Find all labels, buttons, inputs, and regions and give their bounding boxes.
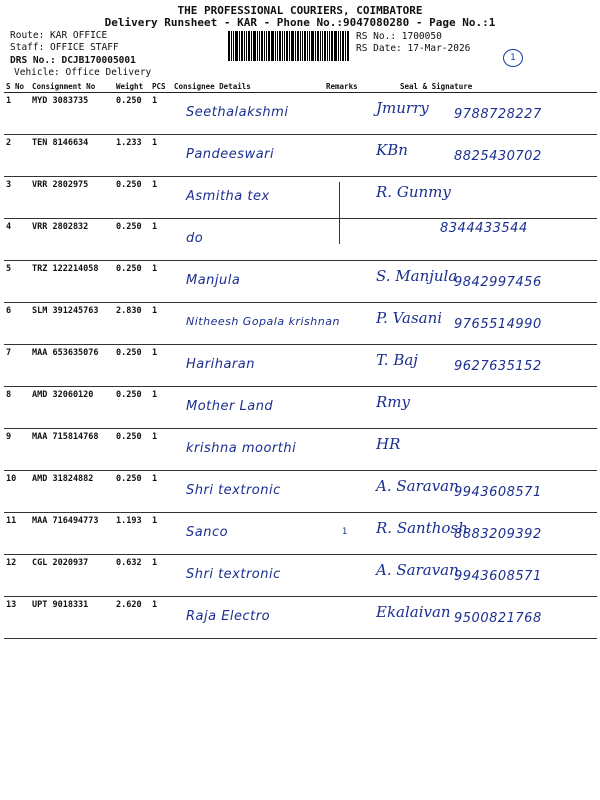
cell-sno: 13 (4, 597, 30, 639)
cell-consignment: SLM 391245763 (30, 303, 114, 345)
phone-handwriting: 9943608571 (454, 569, 542, 584)
consignee-handwriting: Seethalakshmi (186, 105, 289, 120)
cell-weight: 2.620 (114, 597, 150, 639)
cell-signature (370, 597, 597, 639)
cell-consignment: VRR 2802832 (30, 219, 114, 261)
cell-consignee (172, 597, 324, 639)
cell-consignee (172, 471, 324, 513)
cell-weight: 2.830 (114, 303, 150, 345)
cell-consignment: TRZ 122214058 (30, 261, 114, 303)
phone-handwriting: 9765514990 (454, 317, 542, 332)
cell-pcs: 1 (150, 597, 172, 639)
signature-handwriting: P. Vasani (376, 309, 443, 327)
cell-sno: 2 (4, 135, 30, 177)
signature-handwriting: A. Saravan (376, 477, 459, 495)
phone-handwriting: 9788728227 (454, 107, 542, 122)
cell-remarks (324, 513, 370, 555)
cell-consignee (172, 387, 324, 429)
cell-consignee (172, 513, 324, 555)
cell-pcs: 1 (150, 429, 172, 471)
signature-handwriting: S. Manjula (376, 267, 458, 285)
staff-label: Staff: OFFICE STAFF (10, 42, 119, 53)
cell-pcs: 1 (150, 387, 172, 429)
consignee-handwriting: Raja Electro (186, 609, 271, 624)
cell-remarks (324, 429, 370, 471)
route-label: Route: KAR OFFICE (10, 30, 108, 41)
rs-date: RS Date: 17-Mar-2026 (356, 43, 471, 54)
cell-pcs: 1 (150, 513, 172, 555)
phone-handwriting: 8883209392 (454, 527, 542, 542)
cell-consignment: MAA 715814768 (30, 429, 114, 471)
cell-remarks (324, 303, 370, 345)
cell-consignee (172, 135, 324, 177)
consignee-handwriting: Asmitha tex (186, 189, 270, 204)
table-header-row (4, 80, 597, 93)
cell-signature (370, 555, 597, 597)
signature-handwriting: HR (376, 435, 401, 453)
consignee-handwriting: Nitheesh Gopala krishnan (186, 315, 340, 328)
cell-consignment: MAA 653635076 (30, 345, 114, 387)
cell-signature (370, 93, 597, 135)
phone-handwriting: 8344433544 (440, 221, 528, 236)
cell-signature (370, 261, 597, 303)
cell-remarks (324, 345, 370, 387)
cell-signature (370, 219, 597, 261)
table-row (4, 387, 597, 429)
cell-sno: 8 (4, 387, 30, 429)
cell-pcs: 1 (150, 471, 172, 513)
table-row (4, 471, 597, 513)
consignee-handwriting: krishna moorthi (186, 441, 297, 456)
col-pcs: PCS (150, 80, 172, 93)
cell-pcs: 1 (150, 93, 172, 135)
cell-remarks (324, 471, 370, 513)
cell-sno: 9 (4, 429, 30, 471)
cell-signature (370, 303, 597, 345)
cell-consignee (172, 429, 324, 471)
cell-signature (370, 471, 597, 513)
signature-handwriting: R. Santhosh (376, 519, 468, 537)
col-consignee: Consignee Details (172, 80, 324, 93)
cell-sno: 3 (4, 177, 30, 219)
col-sno: S No (4, 80, 30, 93)
cell-weight: 0.250 (114, 471, 150, 513)
consignee-handwriting: do (186, 231, 204, 246)
cell-weight: 0.250 (114, 429, 150, 471)
consignee-handwriting: Manjula (186, 273, 241, 288)
cell-consignment: CGL 2020937 (30, 555, 114, 597)
cell-consignment: UPT 9018331 (30, 597, 114, 639)
vehicle-label: Vehicle: Office Delivery (14, 67, 152, 78)
cell-weight: 0.250 (114, 387, 150, 429)
table-row (4, 177, 597, 219)
cell-sno: 5 (4, 261, 30, 303)
cell-consignee (172, 261, 324, 303)
cell-sno: 7 (4, 345, 30, 387)
table-row (4, 513, 597, 555)
cell-remarks (324, 387, 370, 429)
drs-number: DRS No.: DCJB170005001 (10, 55, 136, 66)
cell-sno: 6 (4, 303, 30, 345)
cell-consignee (172, 555, 324, 597)
cell-pcs: 1 (150, 555, 172, 597)
runsheet-subtitle: Delivery Runsheet - KAR - Phone No.:9047080280 - Page No.:1 (104, 16, 496, 29)
table-row (4, 261, 597, 303)
cell-signature (370, 429, 597, 471)
cell-weight: 0.250 (114, 261, 150, 303)
signature-handwriting: R. Gunmy (376, 183, 451, 201)
cell-remarks (324, 597, 370, 639)
phone-handwriting: 9500821768 (454, 611, 542, 626)
col-consignment: Consignment No (30, 80, 114, 93)
cell-weight: 0.250 (114, 177, 150, 219)
cell-consignee (172, 303, 340, 345)
table-row (4, 135, 597, 177)
signature-handwriting: KBn (376, 141, 408, 159)
cell-pcs: 1 (150, 345, 172, 387)
cell-consignment: AMD 31824882 (30, 471, 114, 513)
cell-weight: 1.193 (114, 513, 150, 555)
runsheet-title: THE PROFESSIONAL COURIERS, COIMBATORE (177, 4, 423, 17)
bracket-mark (339, 182, 348, 244)
cell-signature (370, 135, 597, 177)
cell-consignee (172, 93, 324, 135)
cell-remarks (324, 135, 370, 177)
cell-consignment: AMD 32060120 (30, 387, 114, 429)
cell-consignment: MYD 3083735 (30, 93, 114, 135)
col-remarks: Remarks (324, 80, 370, 93)
cell-pcs: 1 (150, 135, 172, 177)
table-row (4, 345, 597, 387)
cell-pcs: 1 (150, 303, 172, 345)
table-row (4, 555, 597, 597)
col-signature: Seal & Signature (370, 80, 597, 93)
consignee-handwriting: Mother Land (186, 399, 274, 414)
table-row (4, 303, 597, 345)
cell-weight: 1.233 (114, 135, 150, 177)
rs-number: RS No.: 1700050 (356, 31, 442, 42)
cell-signature (370, 345, 597, 387)
phone-handwriting: 9627635152 (454, 359, 542, 374)
cell-consignment: MAA 716494773 (30, 513, 114, 555)
col-weight: Weight (114, 80, 150, 93)
circled-page-mark: 1 (503, 49, 523, 67)
runsheet-table (4, 80, 597, 639)
cell-sno: 12 (4, 555, 30, 597)
cell-pcs: 1 (150, 261, 172, 303)
cell-weight: 0.250 (114, 345, 150, 387)
cell-remarks (324, 93, 370, 135)
cell-weight: 0.250 (114, 93, 150, 135)
table-row (4, 93, 597, 135)
phone-handwriting: 9943608571 (454, 485, 542, 500)
cell-sno: 4 (4, 219, 30, 261)
signature-handwriting: Ekalaivan (376, 603, 451, 621)
cell-consignment: VRR 2802975 (30, 177, 114, 219)
cell-pcs: 1 (150, 177, 172, 219)
cell-remarks (324, 555, 370, 597)
table-row (4, 219, 597, 261)
cell-signature (370, 513, 597, 555)
cell-consignment: TEN 8146634 (30, 135, 114, 177)
cell-sno: 10 (4, 471, 30, 513)
table-row (4, 429, 597, 471)
signature-handwriting: Jmurry (376, 99, 429, 117)
consignee-handwriting: Hariharan (186, 357, 255, 372)
cell-consignee (172, 219, 324, 261)
cell-signature (370, 177, 597, 219)
remark-mark: 1 (342, 527, 348, 537)
signature-handwriting: A. Saravan (376, 561, 459, 579)
cell-signature (370, 387, 597, 429)
phone-handwriting: 8825430702 (454, 149, 542, 164)
cell-weight: 0.632 (114, 555, 150, 597)
phone-handwriting: 9842997456 (454, 275, 542, 290)
cell-consignee (172, 177, 324, 219)
consignee-handwriting: Shri textronic (186, 567, 281, 582)
cell-remarks (324, 261, 370, 303)
cell-weight: 0.250 (114, 219, 150, 261)
consignee-handwriting: Shri textronic (186, 483, 281, 498)
table-row (4, 597, 597, 639)
cell-sno: 1 (4, 93, 30, 135)
signature-handwriting: Rmy (376, 393, 410, 411)
cell-consignee (172, 345, 324, 387)
barcode (228, 31, 350, 61)
cell-sno: 11 (4, 513, 30, 555)
consignee-handwriting: Sanco (186, 525, 229, 540)
signature-handwriting: T. Baj (376, 351, 418, 369)
cell-pcs: 1 (150, 219, 172, 261)
consignee-handwriting: Pandeeswari (186, 147, 275, 162)
